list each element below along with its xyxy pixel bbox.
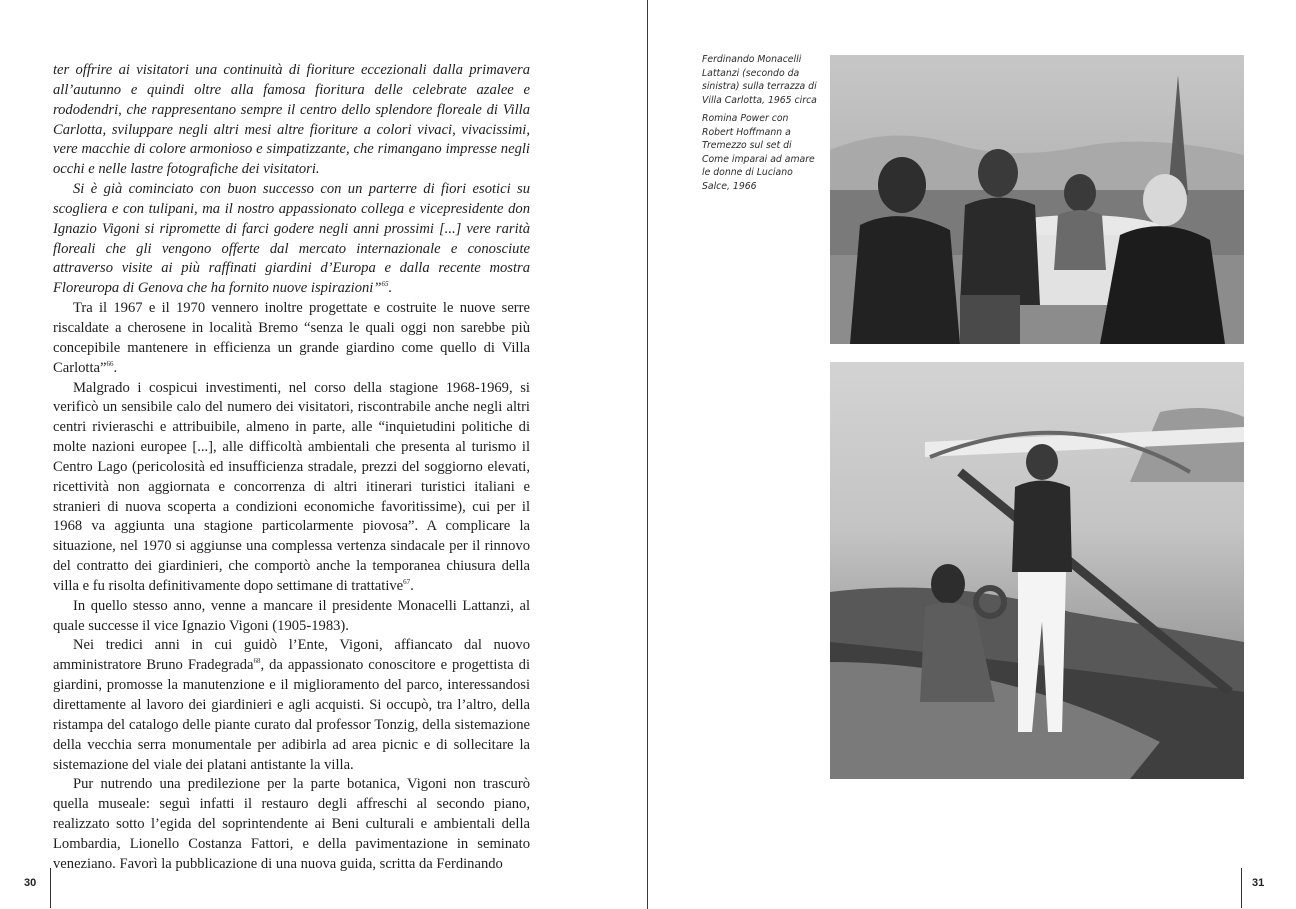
photo-terrace (830, 55, 1244, 344)
footnote-ref: 66 (106, 359, 114, 368)
paragraph: ter offrire ai visitatori una continuità di fioriture eccezionali dalla primavera all’autunno e quindi oltre alla famosa fioritura delle celebrate azalee e rododendri, che rappresentano sempre il centro dello splendore floreale di Villa Carlotta, sviluppare negli altri mesi altre fioriture a colori vivaci, vivacissimi, vere macchie di colore armonioso e simpatizzante, che rimangano impresse negli occhi e nelle lastre fotografiche dei visitatori. (53, 62, 530, 178)
paragraph: Pur nutrendo una predilezione per la parte botanica, Vigoni non trascurò quella museale: seguì infatti il restauro degli affreschi al secondo piano, realizzato sotto l’egida del soprintendente ai Beni culturali e ambientali della Lombardia, Lionello Costanza Fattori, e della pavimentazione in seminato veneziano. Favorì la pubblicazione di una nuova guida, scritta da Ferdinando (53, 776, 530, 872)
page-number: 31 (1252, 877, 1265, 889)
photo-caption: Romina Power con Robert Hoffmann a Tremezzo sul set di Come imparai ad amare le donne di Luciano Salce, 1966 (702, 113, 815, 192)
page-number: 30 (24, 877, 37, 889)
folio-rule (1241, 868, 1242, 908)
body-text (53, 61, 530, 875)
folio-rule (50, 868, 51, 908)
footnote-ref: 65 (381, 280, 389, 289)
photo-boat (830, 362, 1244, 779)
footnote-ref: 67 (403, 578, 411, 587)
gutter-line (647, 0, 648, 909)
footnote-ref: 68 (253, 657, 261, 666)
paragraph: Malgrado i cospicui investimenti, nel corso della stagione 1968-1969, si verificò un sensibile calo del numero dei visitatori, riscontrabile anche negli altri centri rivieraschi e attribuibile, almeno in parte, alle “inquietudini politiche di molte nazioni europee [...], alle difficoltà ambientali che presenta al turismo il Centro Lago (pericolosità ed insufficienza stradale, prezzi del soggiorno elevati, ricettività non aggiornata e concorrenza di altri itinerari turistici italiani e stranieri di nuova scoperta a condizioni economiche favoritissime), cui per il 1968 va aggiunta una stagione particolarmente piovosa”. A complicare la situazione, nel 1970 si aggiunse una complessa vertenza sindacale per il rinnovo del contratto dei giardinieri, che comportò anche la temporanea chiusura della villa e fu risolta definitivamente dopo settimane di trattative$^{67}$. (53, 379, 530, 594)
right-page (649, 0, 1296, 909)
paragraph: Si è già cominciato con buon successo con un parterre di fiori esotici su scogliera e con tulipani, ma il nostro appassionato collega e vicepresidente don Ignazio Vigoni si ripromette di farci godere negli anni prossimi [...] vere rarità floreali che gli vengono offerte dal mercato internazionale e conosciute attraverso visite ai più raffinati giardini d’Europa e dalla recente mostra Floreuropa di Genova che ha fornito nuove ispirazioni”$^{65}$. (53, 181, 530, 297)
paragraph: In quello stesso anno, venne a mancare il presidente Monacelli Lattanzi, al quale successe il vice Ignazio Vigoni (1905-1983). (53, 597, 530, 634)
paragraph: Tra il 1967 e il 1970 vennero inoltre progettate e costruite le nuove serre riscaldate a cherosene in località Bremo “senza le quali oggi non sarebbe più concepibile mantenere in efficienza un grande giardino come quello di Villa Carlotta”$^{66}$. (53, 300, 530, 376)
paragraph: Nei tredici anni in cui guidò l’Ente, Vigoni, affiancato dal nuovo amministratore Bruno Fradegrada$^{68}$, da appassionato conoscitore e progettista di giardini, promosse la manutenzione e il miglioramento del parco, interessandosi direttamente al lavoro dei giardinieri e agli acquisti. Si occupò, tra l’altro, della ristampa del catalogo delle piante curato dal professor Tonzig, della sistemazione della vecchia serra monumentale per adibirla ad area picnic e di sollecitare la sistemazione del viale dei platani antistante la villa. (53, 637, 531, 773)
photo-caption: Ferdinando Monacelli Lattanzi (secondo da sinistra) sulla terrazza di Villa Carlotta, 1965 circa (702, 54, 817, 106)
